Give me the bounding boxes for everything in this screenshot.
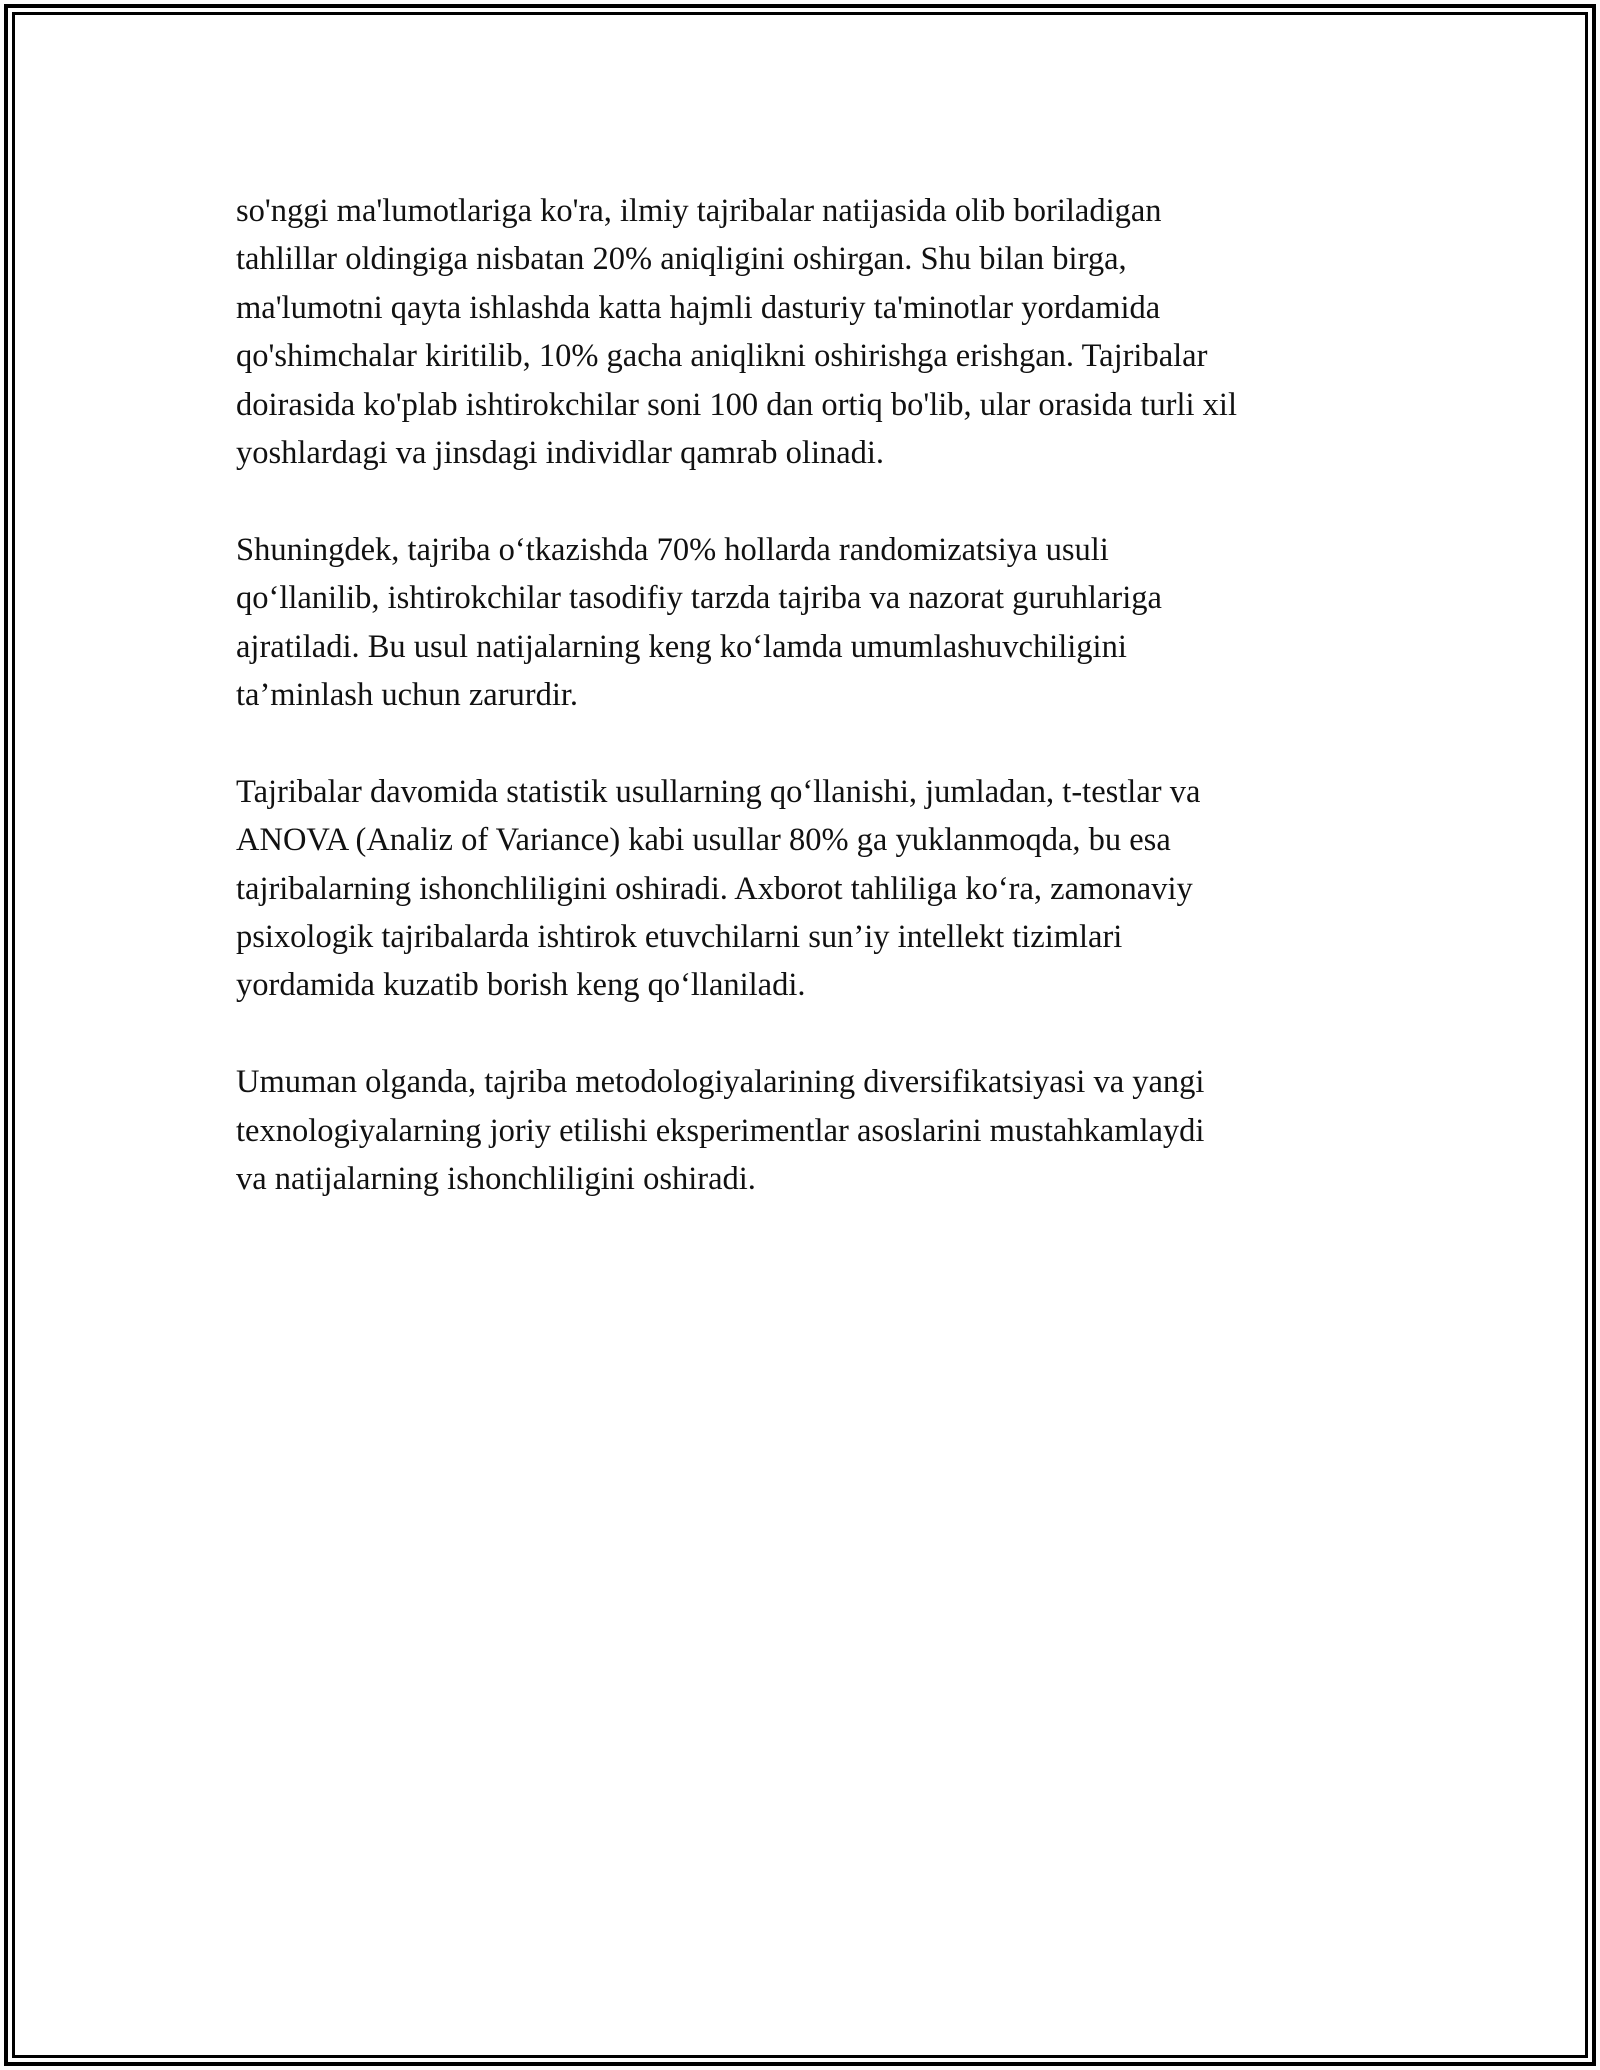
text-line: qo'shimchalar kiritilib, 10% gacha aniqlikni oshirishga erishgan. Tajribalar <box>236 338 1208 375</box>
text-line: ajratiladi. Bu usul natijalarning keng ko‘lamda umumlashuvchiligini <box>236 628 1127 665</box>
text-line: tahlillar oldingiga nisbatan 20% aniqligini oshirgan. Shu bilan birga, <box>236 241 1127 278</box>
paragraph-3 <box>236 768 1386 1010</box>
text-line: yordamida kuzatib borish keng qo‘llaniladi. <box>236 967 806 1004</box>
paragraph-2 <box>236 526 1386 720</box>
paragraph-1 <box>236 187 1386 477</box>
text-line: Tajribalar davomida statistik usullarning qo‘llanishi, jumladan, t-testlar va <box>236 773 1201 810</box>
text-line: Shuningdek, tajriba o‘tkazishda 70% hollarda randomizatsiya usuli <box>236 531 1109 568</box>
text-line: qo‘llanilib, ishtirokchilar tasodifiy tarzda tajriba va nazorat guruhlariga <box>236 580 1162 617</box>
text-line: Umuman olganda, tajriba metodologiyalarining diversifikatsiyasi va yangi <box>236 1064 1205 1101</box>
text-line: va natijalarning ishonchliligini oshiradi. <box>236 1161 756 1198</box>
text-line: psixologik tajribalarda ishtirok etuvchilarni sun’iy intellekt tizimlari <box>236 919 1123 956</box>
text-line: ANOVA (Analiz of Variance) kabi usullar 80% ga yuklanmoqda, bu esa <box>236 822 1171 859</box>
text-line: so'nggi ma'lumotlariga ko'ra, ilmiy tajribalar natijasida olib boriladigan <box>236 193 1162 229</box>
text-line: ma'lumotni qayta ishlashda katta hajmli dasturiy ta'minotlar yordamida <box>236 289 1161 326</box>
text-line: texnologiyalarning joriy etilishi eksperimentlar asoslarini mustahkamlaydi <box>236 1112 1205 1149</box>
document-body <box>236 187 1386 1252</box>
text-line: yoshlardagi va jinsdagi individlar qamrab olinadi. <box>236 435 885 472</box>
text-line: ta’minlash uchun zarurdir. <box>236 677 579 714</box>
paragraph-4 <box>236 1058 1386 1203</box>
text-line: doirasida ko'plab ishtirokchilar soni 100 dan ortiq bo'lib, ular orasida turli xil <box>236 386 1237 423</box>
text-line: tajribalarning ishonchliligini oshiradi. Axborot tahliliga ko‘ra, zamonaviy <box>236 870 1193 907</box>
